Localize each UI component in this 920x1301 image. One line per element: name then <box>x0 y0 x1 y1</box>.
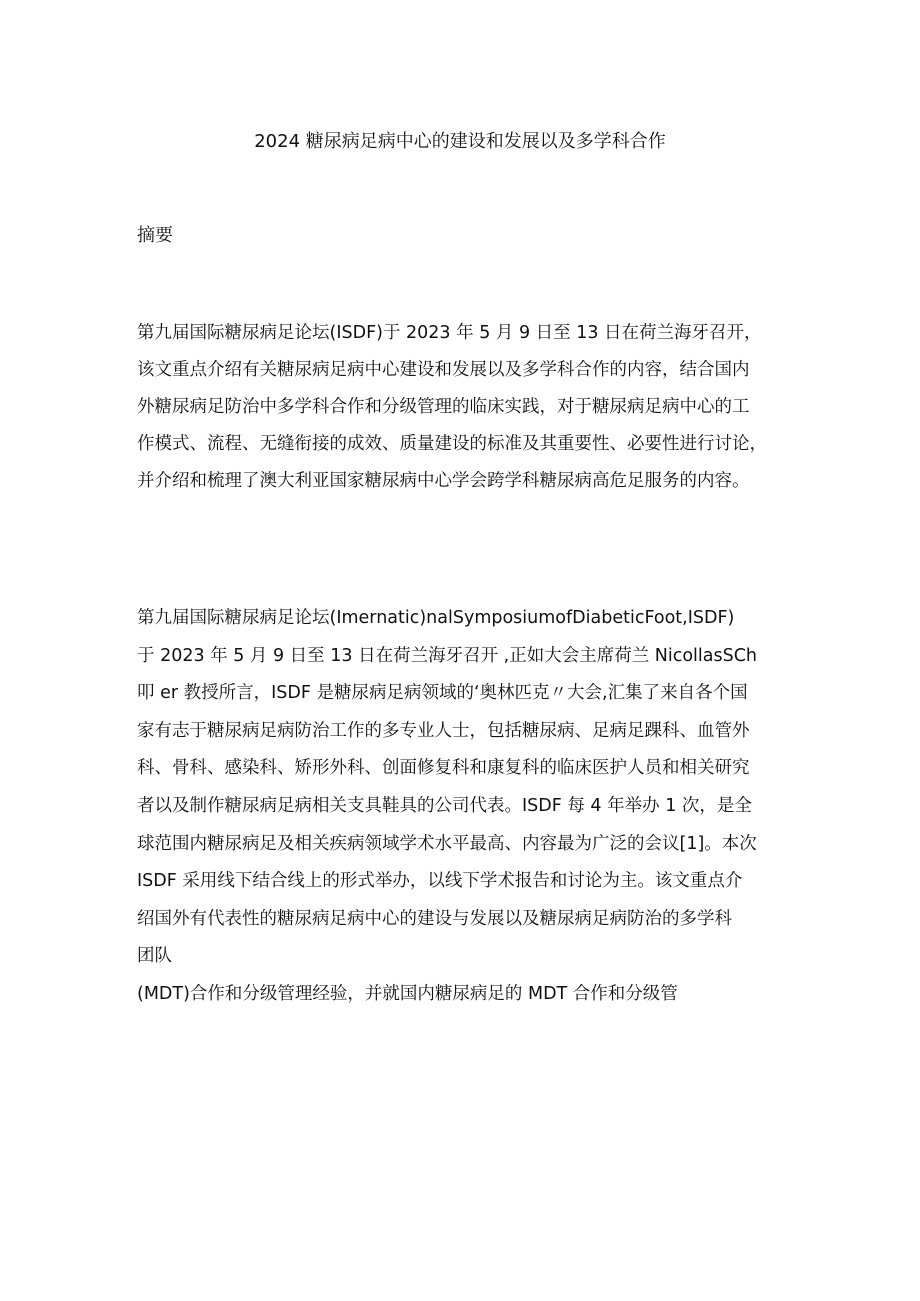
body-line: (MDT)合作和分级管理经验，并就国内糖尿病足的 MDT 合作和分级管 <box>137 983 678 1004</box>
body-line: 叩 er 教授所言，ISDF 是糖尿病足病领域的‘奥林匹克〃大会,汇集了来自各个国 <box>137 683 748 704</box>
body-line: 绍国外有代表性的糖尿病足病中心的建设与发展以及糖尿病足病防治的多学科 <box>137 908 732 929</box>
abstract-line: 并介绍和梳理了澳大利亚国家糖尿病中心学会跨学科糖尿病高危足服务的内容。 <box>137 471 750 491</box>
abstract-line: 外糖尿病足防治中多学科合作和分级管理的临床实践，对于糖尿病足病中心的工 <box>137 397 750 417</box>
abstract-heading: 摘要 <box>137 225 173 246</box>
abstract-paragraph <box>137 315 797 500</box>
abstract-line: 第九届国际糖尿病足论坛(ISDF)于 2023 年 5 月 9 日至 13 日在荷兰海牙召开， <box>137 323 762 343</box>
document-title: 2024 糖尿病足病中心的建设和发展以及多学科合作 <box>254 131 666 152</box>
body-line: 家有志于糖尿病足病防治工作的多专业人士，包括糖尿病、足病足踝科、血管外 <box>137 720 750 741</box>
body-line: 团队 <box>137 946 172 967</box>
body-line: 者以及制作糖尿病足病相关支具鞋具的公司代表。ISDF 每 4 年举办 1 次，是全 <box>137 795 752 816</box>
abstract-line: 该文重点介绍有关糖尿病足病中心建设和发展以及多学科合作的内容，结合国内 <box>137 360 750 380</box>
body-line: 于 2023 年 5 月 9 日至 13 日在荷兰海牙召开 ,正如大会主席荷兰 NicollasSCh <box>137 645 758 666</box>
abstract-line: 作模式、流程、无缝衔接的成效、质量建设的标准及其重要性、必要性进行讨论， <box>137 434 767 454</box>
body-paragraph <box>137 600 797 1014</box>
body-line: 科、骨科、感染科、矫形外科、创面修复科和康复科的临床医护人员和相关研究 <box>137 758 750 779</box>
body-line: ISDF 采用线下结合线上的形式举办，以线下学术报告和讨论为主。该文重点介 <box>137 871 743 892</box>
body-line: 球范围内糖尿病足及相关疾病领域学术水平最高、内容最为广泛的会议[1]。本次 <box>137 833 757 854</box>
body-line: 第九届国际糖尿病足论坛(Imernatic)nalSymposiumofDiabeticFoot,ISDF) <box>137 608 735 628</box>
